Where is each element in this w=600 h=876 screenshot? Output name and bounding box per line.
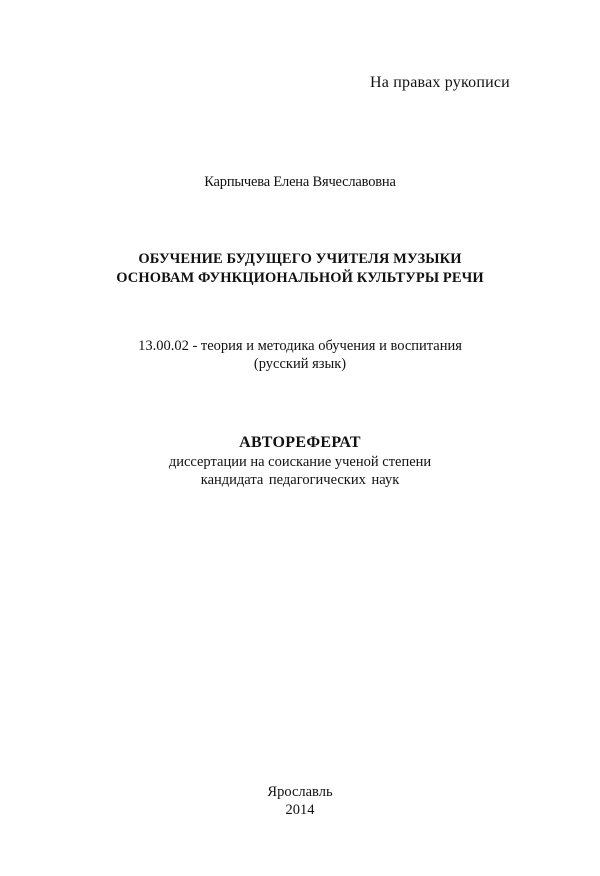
year: 2014: [285, 802, 315, 818]
author-name: Карпычева Елена Вячеславовна: [204, 174, 396, 190]
specialty-language: (русский язык): [253, 356, 347, 372]
title-line-2: ОСНОВАМ ФУНКЦИОНАЛЬНОЙ КУЛЬТУРЫ РЕЧИ: [116, 270, 484, 286]
title-line-1: ОБУЧЕНИЕ БУДУЩЕГО УЧИТЕЛЯ МУЗЫКИ: [138, 251, 462, 267]
document-description-line-1: диссертации на соискание ученой степени: [168, 454, 432, 470]
city: Ярославль: [267, 784, 333, 800]
document-description-line-2: кандидата педагогических наук: [200, 472, 400, 488]
specialty-code: 13.00.02 - теория и методика обучения и воспитания: [138, 338, 462, 354]
document-type-heading: АВТОРЕФЕРАТ: [239, 434, 361, 451]
rights-reserved-note: На правах рукописи: [370, 74, 510, 91]
